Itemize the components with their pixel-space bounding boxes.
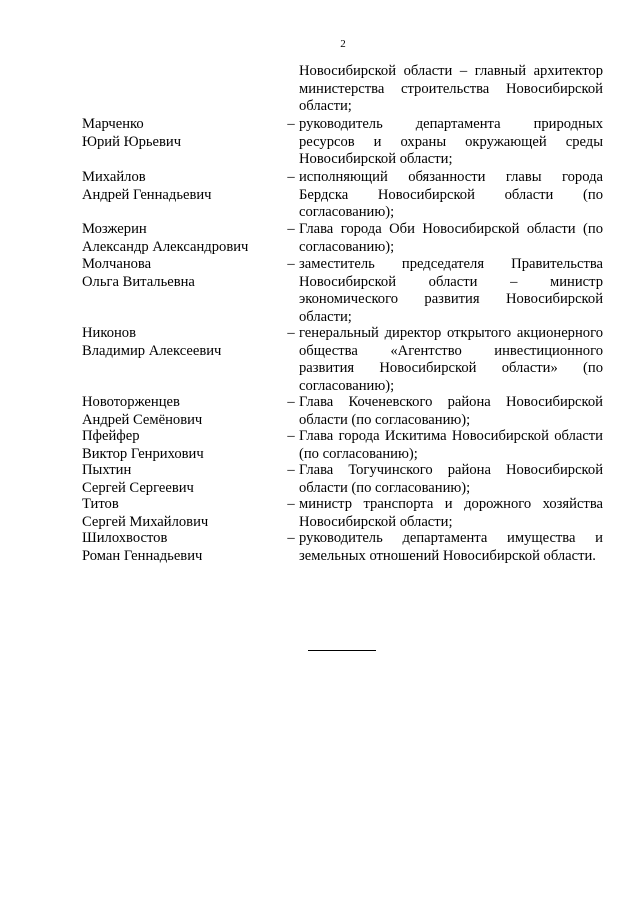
member-name	[82, 428, 282, 463]
member-given-names: Роман Геннадьевич	[82, 547, 203, 564]
member-surname: Новоторженцев	[82, 394, 180, 410]
member-surname: Шилохвостов	[82, 530, 168, 546]
member-role: руководитель департамента природных ресурсов и охраны окружающей среды Новосибирской области;	[299, 116, 603, 168]
member-name	[82, 530, 282, 565]
closing-rule	[308, 650, 376, 651]
entry-dash: –	[287, 116, 295, 132]
member-name	[82, 116, 282, 151]
member-role: Глава города Оби Новосибирской области (по согласованию);	[299, 221, 603, 255]
member-name	[82, 221, 282, 256]
entry-dash: –	[287, 530, 295, 546]
member-given-names: Александр Александрович	[82, 238, 249, 255]
entry-dash: –	[287, 428, 295, 444]
member-surname: Мозжерин	[82, 221, 147, 237]
member-surname: Михайлов	[82, 169, 146, 185]
entry-dash: –	[287, 325, 295, 341]
entry-dash: –	[287, 496, 295, 512]
member-role: руководитель департамента имущества и земельных отношений Новосибирской области.	[299, 530, 603, 564]
member-name	[82, 462, 282, 497]
member-surname: Пыхтин	[82, 462, 132, 478]
member-given-names: Виктор Генрихович	[82, 445, 204, 462]
member-name	[82, 169, 282, 204]
member-given-names: Андрей Геннадьевич	[82, 186, 212, 203]
member-role: генеральный директор открытого акционерного общества «Агентство инвестиционного развития Новосибирской области» (по согласованию);	[299, 325, 603, 394]
entry-dash: –	[287, 462, 295, 478]
member-surname: Пфейфер	[82, 428, 140, 444]
member-surname: Никонов	[82, 325, 136, 341]
member-given-names: Ольга Витальевна	[82, 273, 195, 290]
member-given-names: Сергей Сергеевич	[82, 479, 194, 496]
entry-dash: –	[287, 256, 295, 272]
entry-dash: –	[287, 394, 295, 410]
member-given-names: Владимир Алексеевич	[82, 342, 222, 359]
member-given-names: Сергей Михайлович	[82, 513, 209, 530]
entry-dash: –	[287, 169, 295, 185]
continuation-text: Новосибирской области – главный архитектор министерства строительства Новосибирской области;	[299, 63, 603, 115]
member-given-names: Юрий Юрьевич	[82, 133, 182, 150]
member-role: исполняющий обязанности главы города Бердска Новосибирской области (по согласованию);	[299, 169, 603, 221]
member-role: заместитель председателя Правительства Новосибирской области – министр экономического развития Новосибирской области;	[299, 256, 603, 325]
member-name	[82, 256, 282, 291]
member-surname: Марченко	[82, 116, 144, 132]
page-number: 2	[340, 38, 346, 50]
member-name	[82, 325, 282, 360]
entry-dash: –	[287, 221, 295, 237]
member-given-names: Андрей Семёнович	[82, 411, 203, 428]
member-role: Глава Коченевского района Новосибирской области (по согласованию);	[299, 394, 603, 428]
member-role: Глава Тогучинского района Новосибирской области (по согласованию);	[299, 462, 603, 496]
member-role: Глава города Искитима Новосибирской области (по согласованию);	[299, 428, 603, 462]
member-role: министр транспорта и дорожного хозяйства Новосибирской области;	[299, 496, 603, 530]
member-name	[82, 496, 282, 531]
member-surname: Титов	[82, 496, 119, 512]
member-surname: Молчанова	[82, 256, 152, 272]
member-name	[82, 394, 282, 429]
